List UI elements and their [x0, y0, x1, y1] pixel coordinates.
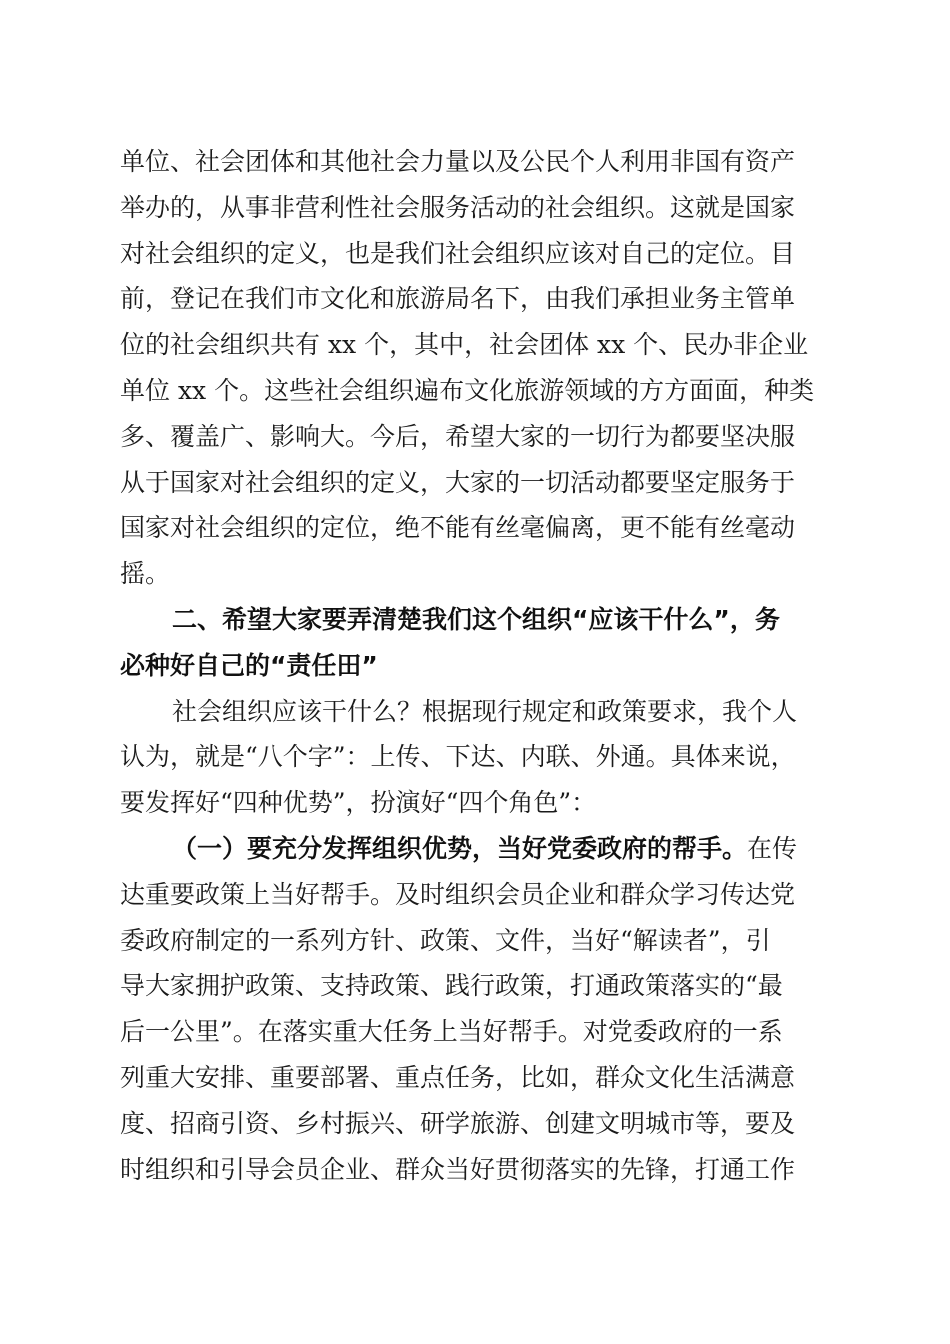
text-line: 多、覆盖广、影响大。今后，希望大家的一切行为都要坚决服 [120, 421, 796, 451]
paragraph-continuation [120, 139, 830, 597]
text-line: 单位 xx 个。这些社会组织遍布文化旅游领域的方方面面，种类 [120, 375, 815, 405]
heading-line: 必种好自己的“责任田” [120, 650, 378, 680]
text-line: 位的社会组织共有 xx 个，其中，社会团体 xx 个、民办非企业 [120, 330, 809, 360]
subsection-first-line [120, 826, 830, 872]
text-line: 单位、社会团体和其他社会力量以及公民个人利用非国有资产 [120, 147, 796, 176]
subsection-title: （一）要充分发挥组织优势，当好党委政府的帮手。 [172, 833, 748, 863]
heading-line: 二、希望大家要弄清楚我们这个组织“应该干什么”，务 [172, 604, 780, 634]
text-line: 社会组织应该干什么？根据现行规定和政策要求，我个人 [172, 696, 798, 726]
text-line: 后一公里”。在落实重大任务上当好帮手。对党委政府的一系 [120, 1017, 783, 1047]
paragraph-intro [120, 689, 830, 826]
text-line: 时组织和引导会员企业、群众当好贯彻落实的先锋，打通工作 [120, 1154, 796, 1184]
text-line: 导大家拥护政策、支持政策、践行政策，打通政策落实的“最 [120, 971, 783, 1001]
subsection-first-line-tail: 在传 [747, 833, 798, 863]
text-line: 摇。 [120, 559, 171, 589]
text-line: 度、招商引资、乡村振兴、研学旅游、创建文明城市等，要及 [120, 1108, 796, 1138]
text-line: 对社会组织的定义，也是我们社会组织应该对自己的定位。目 [120, 238, 796, 268]
subsection-one [120, 826, 830, 1192]
text-line: 要发挥好“四种优势”，扮演好“四个角色”： [120, 788, 597, 818]
text-line: 认为，就是“八个字”：上传、下达、内联、外通。具体来说， [120, 742, 796, 772]
text-line: 列重大安排、重要部署、重点任务，比如，群众文化生活满意 [120, 1062, 796, 1092]
text-line: 前，登记在我们市文化和旅游局名下，由我们承担业务主管单 [120, 284, 796, 314]
text-line: 达重要政策上当好帮手。及时组织会员企业和群众学习传达党 [120, 879, 796, 909]
text-line: 委政府制定的一系列方针、政策、文件，当好“解读者”，引 [120, 925, 771, 955]
section-heading [120, 597, 830, 689]
text-line: 从于国家对社会组织的定义，大家的一切活动都要坚定服务于 [120, 467, 796, 497]
text-line: 举办的，从事非营利性社会服务活动的社会组织。这就是国家 [120, 192, 796, 222]
text-line: 国家对社会组织的定位，绝不能有丝毫偏离，更不能有丝毫动 [120, 513, 796, 543]
document-body [120, 139, 830, 1192]
